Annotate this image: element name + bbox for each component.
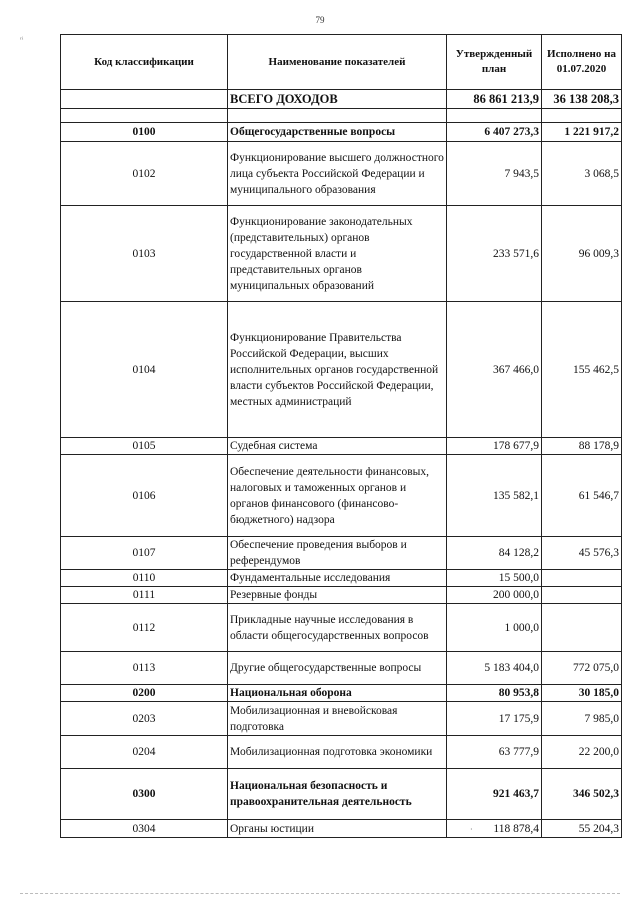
executed-cell: 61 546,7 (542, 455, 622, 537)
table-row (61, 142, 622, 206)
table-row (61, 652, 622, 685)
executed-cell: 772 075,0 (542, 652, 622, 685)
table-row (61, 570, 622, 587)
name-cell: Национальная оборона (228, 685, 447, 702)
header-plan: Утвержденный план (447, 35, 542, 90)
name-cell: Национальная безопасность и правоохранительная деятельность (228, 769, 447, 820)
spacer-row (61, 109, 622, 123)
executed-cell: 45 576,3 (542, 537, 622, 570)
executed-cell: 88 178,9 (542, 438, 622, 455)
name-cell: Функционирование законодательных (представительных) органов государственной власти и представительных органов муниципальных образований (228, 206, 447, 302)
plan-cell: 15 500,0 (447, 570, 542, 587)
plan-cell: 200 000,0 (447, 587, 542, 604)
corner-mark: ᵣᵢ (20, 32, 24, 41)
total-plan: 86 861 213,9 (447, 90, 542, 109)
executed-cell (542, 604, 622, 652)
table-body (61, 123, 622, 838)
executed-cell: 155 462,5 (542, 302, 622, 438)
name-cell: Прикладные научные исследования в области общегосударственных вопросов (228, 604, 447, 652)
scan-speck: · (470, 825, 473, 834)
name-cell: Общегосударственные вопросы (228, 123, 447, 142)
plan-cell: 6 407 273,3 (447, 123, 542, 142)
name-cell: Резервные фонды (228, 587, 447, 604)
table-row (61, 206, 622, 302)
plan-cell: 921 463,7 (447, 769, 542, 820)
code-cell: 0113 (61, 652, 228, 685)
code-cell: 0112 (61, 604, 228, 652)
executed-cell: 3 068,5 (542, 142, 622, 206)
code-cell: 0110 (61, 570, 228, 587)
header-name: Наименование показателей (228, 35, 447, 90)
table-row (61, 736, 622, 769)
table-row (61, 587, 622, 604)
code-cell: 0104 (61, 302, 228, 438)
code-cell: 0304 (61, 820, 228, 838)
table-row (61, 302, 622, 438)
table-row (61, 455, 622, 537)
executed-cell (542, 587, 622, 604)
plan-cell: 84 128,2 (447, 537, 542, 570)
page-number: 79 (315, 15, 325, 25)
total-label: ВСЕГО ДОХОДОВ (228, 90, 447, 109)
name-cell: Судебная система (228, 438, 447, 455)
total-executed: 36 138 208,3 (542, 90, 622, 109)
name-cell: Обеспечение деятельности финансовых, налоговых и таможенных органов и органов финансового (финансово-бюджетного) надзора (228, 455, 447, 537)
plan-cell: 178 677,9 (447, 438, 542, 455)
code-cell: 0103 (61, 206, 228, 302)
bottom-rule (20, 893, 620, 894)
code-cell: 0204 (61, 736, 228, 769)
plan-cell: 367 466,0 (447, 302, 542, 438)
plan-cell: 5 183 404,0 (447, 652, 542, 685)
name-cell: Функционирование Правительства Российской Федерации, высших исполнительных органов государственной власти субъектов Российской Федерации, местных администраций (228, 302, 447, 438)
code-cell: 0300 (61, 769, 228, 820)
code-cell: 0200 (61, 685, 228, 702)
table-header-row (61, 35, 622, 90)
table-row (61, 438, 622, 455)
total-row (61, 90, 622, 109)
plan-cell: 135 582,1 (447, 455, 542, 537)
table-row (61, 123, 622, 142)
header-code: Код классификации (61, 35, 228, 90)
name-cell: Мобилизационная подготовка экономики (228, 736, 447, 769)
plan-cell: 1 000,0 (447, 604, 542, 652)
plan-cell: 118 878,4 (447, 820, 542, 838)
executed-cell: 346 502,3 (542, 769, 622, 820)
executed-cell: 1 221 917,2 (542, 123, 622, 142)
executed-cell: 30 185,0 (542, 685, 622, 702)
code-cell: 0107 (61, 537, 228, 570)
header-executed: Исполнено на 01.07.2020 (542, 35, 622, 90)
plan-cell: 17 175,9 (447, 702, 542, 736)
plan-cell: 80 953,8 (447, 685, 542, 702)
name-cell: Мобилизационная и вневойсковая подготовка (228, 702, 447, 736)
plan-cell: 7 943,5 (447, 142, 542, 206)
executed-cell: 22 200,0 (542, 736, 622, 769)
code-cell: 0100 (61, 123, 228, 142)
name-cell: Другие общегосударственные вопросы (228, 652, 447, 685)
table-row (61, 537, 622, 570)
plan-cell: 63 777,9 (447, 736, 542, 769)
code-cell: 0111 (61, 587, 228, 604)
name-cell: Обеспечение проведения выборов и референдумов (228, 537, 447, 570)
budget-table (60, 34, 622, 838)
table-row (61, 820, 622, 838)
name-cell: Органы юстиции (228, 820, 447, 838)
plan-cell: 233 571,6 (447, 206, 542, 302)
code-cell: 0105 (61, 438, 228, 455)
code-cell: 0106 (61, 455, 228, 537)
name-cell: Фундаментальные исследования (228, 570, 447, 587)
table-row (61, 604, 622, 652)
table-row (61, 685, 622, 702)
total-code-cell (61, 90, 228, 109)
executed-cell: 55 204,3 (542, 820, 622, 838)
executed-cell: 7 985,0 (542, 702, 622, 736)
executed-cell (542, 570, 622, 587)
code-cell: 0102 (61, 142, 228, 206)
code-cell: 0203 (61, 702, 228, 736)
table-row (61, 702, 622, 736)
table-row (61, 769, 622, 820)
executed-cell: 96 009,3 (542, 206, 622, 302)
name-cell: Функционирование высшего должностного лица субъекта Российской Федерации и муниципального образования (228, 142, 447, 206)
